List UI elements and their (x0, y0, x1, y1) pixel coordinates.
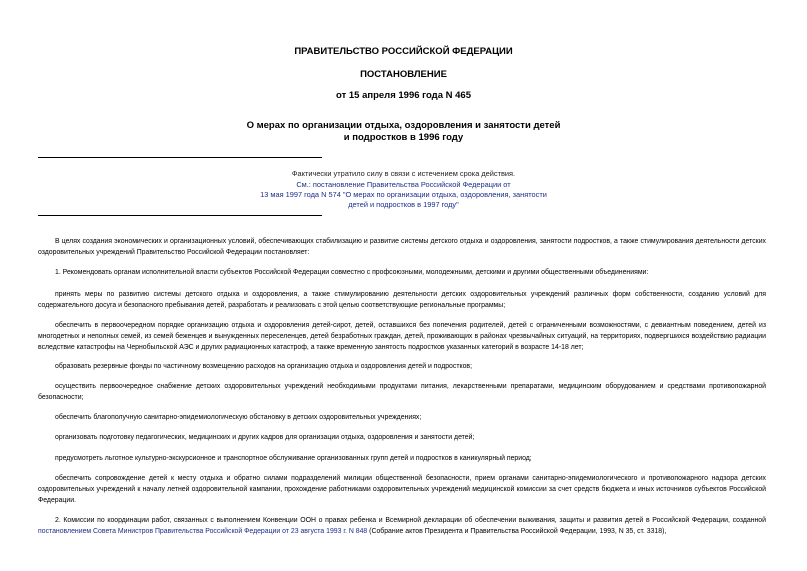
paragraph-2-start: 2. Комиссии по координации работ, связанных с выполнением Конвенции ООН о правах ребенка и Всемирной декларации об обеспечении выживания, защиты и развития детей в Российской Федерации, созданной (55, 517, 766, 524)
see-also-line3 (0, 200, 807, 211)
bottom-divider (38, 215, 322, 216)
paragraph-1a: принять меры по развитию системы детского отдыха и оздоровления, а также стимулированию деятельности детских оздоровительных учреждений различных форм собственности, созданию условий для содержательного досуга и безопасного пребывания детей, разработать и реализовать с этой целью соответствующие региональные программы; (38, 291, 766, 309)
document-type: ПОСТАНОВЛЕНИЕ (360, 69, 447, 80)
see-also-link-cont[interactable]: 13 мая 1997 года N 574 "О мерах по организации отдыха, оздоровления, занятости (260, 190, 547, 199)
government-name: ПРАВИТЕЛЬСТВО РОССИЙСКОЙ ФЕДЕРАЦИИ (294, 46, 513, 57)
paragraph-1h: обеспечить сопровождение детей к месту отдыха и обратно силами подразделений милиции общественной безопасности, прием органами санитарно-эпидемиологического и противопожарного надзора детских оздоровительных учреждений к началу летней оздоровительной кампании, прохождение работниками оздоровительных учреждений медицинской комиссии за счет средств бюджета и иных источников субъектов Российской Федерации. (38, 475, 766, 504)
see-also-link[interactable]: постановление Правительства Российской Федерации от (312, 180, 511, 189)
document-date-number: от 15 апреля 1996 года N 465 (336, 90, 471, 101)
paragraph-1e: обеспечить благополучную санитарно-эпидемиологическую обстановку в детских оздоровительных учреждениях; (55, 414, 422, 421)
paragraph-1c: образовать резервные фонды по частичному возмещению расходов на организацию отдыха и оздоровления детей и подростков; (55, 363, 472, 370)
paragraph-1: 1. Рекомендовать органам исполнительной власти субъектов Российской Федерации совместно с профсоюзными, молодежными, детскими и другими общественными объединениями: (55, 269, 649, 276)
intro-paragraph: В целях создания экономических и организационных условий, обеспечивающих стабилизацию и развитие системы детского отдыха и оздоровления, занятости подростков, а также стимулирования деятельности детских оздоровительных учреждений Правительство Российской Федерации постановляет: (38, 238, 766, 256)
status-note-line: Фактически утратило силу в связи с истечением срока действия. (291, 169, 516, 178)
see-also-line2 (0, 190, 807, 201)
document-title-line1: О мерах по организации отдыха, оздоровления и занятости детей (246, 120, 561, 131)
document-title-line2: и подростков в 1996 году (343, 132, 464, 143)
see-also-prefix: См.: (296, 180, 313, 189)
paragraph-1g: предусмотреть льготное культурно-экскурсионное и транспортное обслуживание организованных групп детей и подростков в каникулярный период; (55, 455, 532, 462)
see-also-line1 (0, 180, 807, 191)
paragraph-1d: осуществить первоочередное снабжение детских оздоровительных учреждений необходимыми продуктами питания, лекарственными препаратами, медицинским оборудованием и средствами противопожарной безопасности; (38, 383, 766, 401)
top-divider (38, 157, 322, 158)
paragraph-1f: организовать подготовку педагогических, медицинских и других кадров для организации отдыха, оздоровления и занятости детей; (55, 434, 475, 441)
decree-848-link[interactable]: постановлением Совета Министров Правительства Российской Федерации от 23 августа 1993 г. N 848 (38, 527, 368, 535)
paragraph-1b: обеспечить в первоочередном порядке организацию отдыха и оздоровления детей-сирот, детей, оставшихся без попечения родителей, детей с ограниченными возможностями, с девиантным поведением, детей из многодетных и неполных семей, из семей беженцев и вынужденных переселенцев, детей безработных граждан, детей, проживающих в районах чрезвычайных ситуаций, на территориях, подвергшихся воздействию радиации вследствие катастрофы на Чернобыльской АЭС и других радиационных катастроф, а также временную занятость подростков указанных категорий в возрасте 14-18 лет; (38, 322, 766, 351)
paragraph-2 (38, 516, 766, 538)
see-also-link-end[interactable]: детей и подростков в 1997 году" (348, 200, 459, 209)
paragraph-2-end: (Собрание актов Президента и Правительства Российской Федерации, 1993, N 35, ст. 3318), (367, 527, 667, 535)
